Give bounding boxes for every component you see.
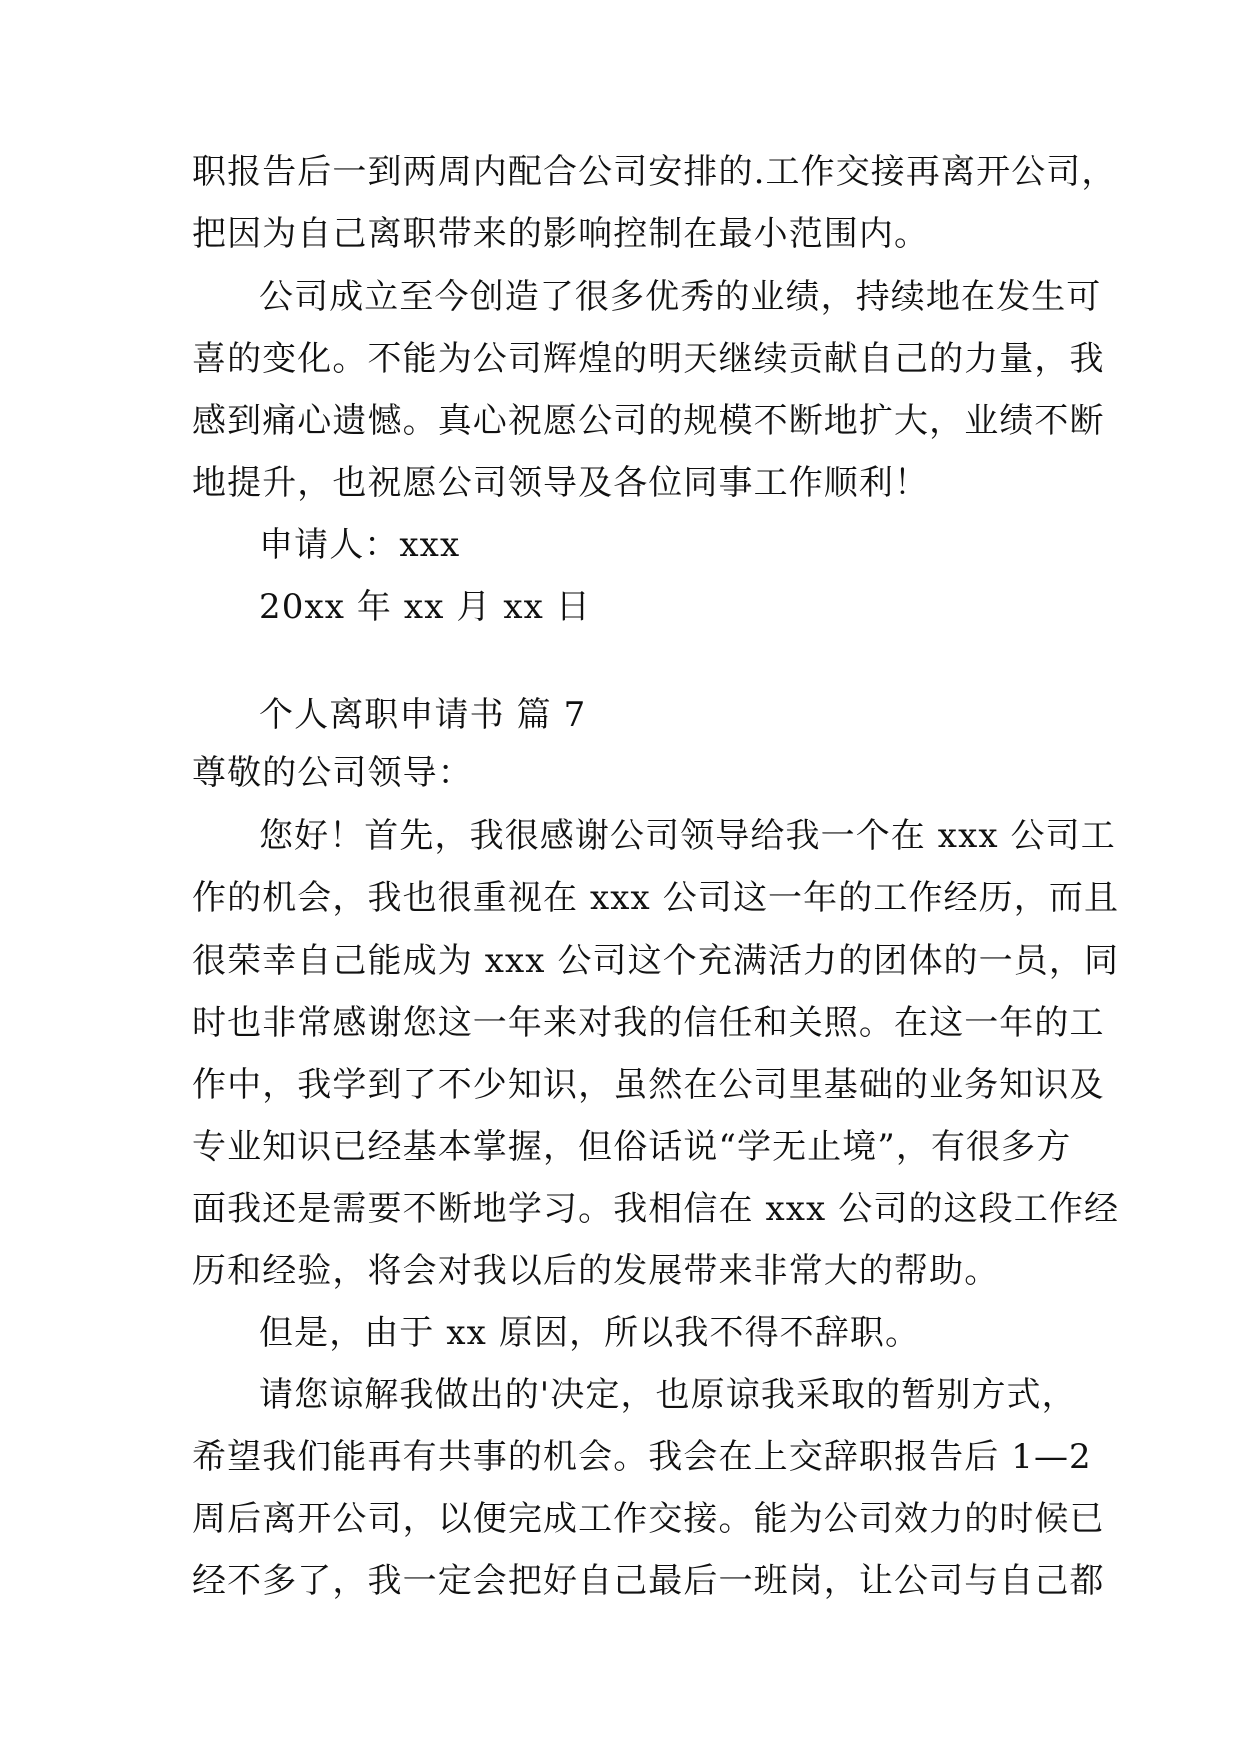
paragraph-line: 公司成立至今创造了很多优秀的业绩，持续地在发生可 <box>259 277 1102 317</box>
paragraph-line: 感到痛心遗憾。真心祝愿公司的规模不断地扩大，业绩不断 <box>192 401 1105 441</box>
paragraph-line: 历和经验，将会对我以后的发展带来非常大的帮助。 <box>192 1251 1000 1291</box>
paragraph-line: 请您谅解我做出的'决定，也原谅我采取的暂别方式， <box>259 1375 1077 1415</box>
paragraph-line: 专业知识已经基本掌握，但俗话说“学无止境”，有很多方 <box>192 1127 1072 1167</box>
paragraph-line: 时也非常感谢您这一年来对我的信任和关照。在这一年的工 <box>192 1003 1105 1043</box>
paragraph-line: 地提升，也祝愿公司领导及各位同事工作顺利！ <box>192 463 930 503</box>
paragraph-line: 但是，由于 xx 原因，所以我不得不辞职。 <box>259 1313 921 1353</box>
section-heading: 个人离职申请书 篇 7 <box>259 695 587 735</box>
salutation: 尊敬的公司领导： <box>192 753 473 793</box>
paragraph-line: 周后离开公司，以便完成工作交接。能为公司效力的时候已 <box>192 1499 1105 1539</box>
paragraph-line: 把因为自己离职带来的影响控制在最小范围内。 <box>192 214 930 254</box>
paragraph-line: 职报告后一到两周内配合公司安排的.工作交接再离开公司， <box>192 152 1117 192</box>
paragraph-line: 喜的变化。不能为公司辉煌的明天继续贡献自己的力量，我 <box>192 339 1105 379</box>
paragraph-line: 作的机会，我也很重视在 xxx 公司这一年的工作经历，而且 <box>192 878 1120 918</box>
paragraph-line: 经不多了，我一定会把好自己最后一班岗，让公司与自己都 <box>192 1561 1105 1601</box>
paragraph-line: 面我还是需要不断地学习。我相信在 xxx 公司的这段工作经 <box>192 1189 1120 1229</box>
paragraph-line: 希望我们能再有共事的机会。我会在上交辞职报告后 1—2 <box>192 1437 1092 1477</box>
paragraph-line: 您好！首先，我很感谢公司领导给我一个在 xxx 公司工 <box>259 816 1116 856</box>
signature-date: 20xx 年 xx 月 xx 日 <box>259 587 591 627</box>
paragraph-line: 很荣幸自己能成为 xxx 公司这个充满活力的团体的一员，同 <box>192 941 1120 981</box>
applicant-signature: 申请人：xxx <box>259 525 461 565</box>
paragraph-line: 作中，我学到了不少知识，虽然在公司里基础的业务知识及 <box>192 1065 1105 1105</box>
